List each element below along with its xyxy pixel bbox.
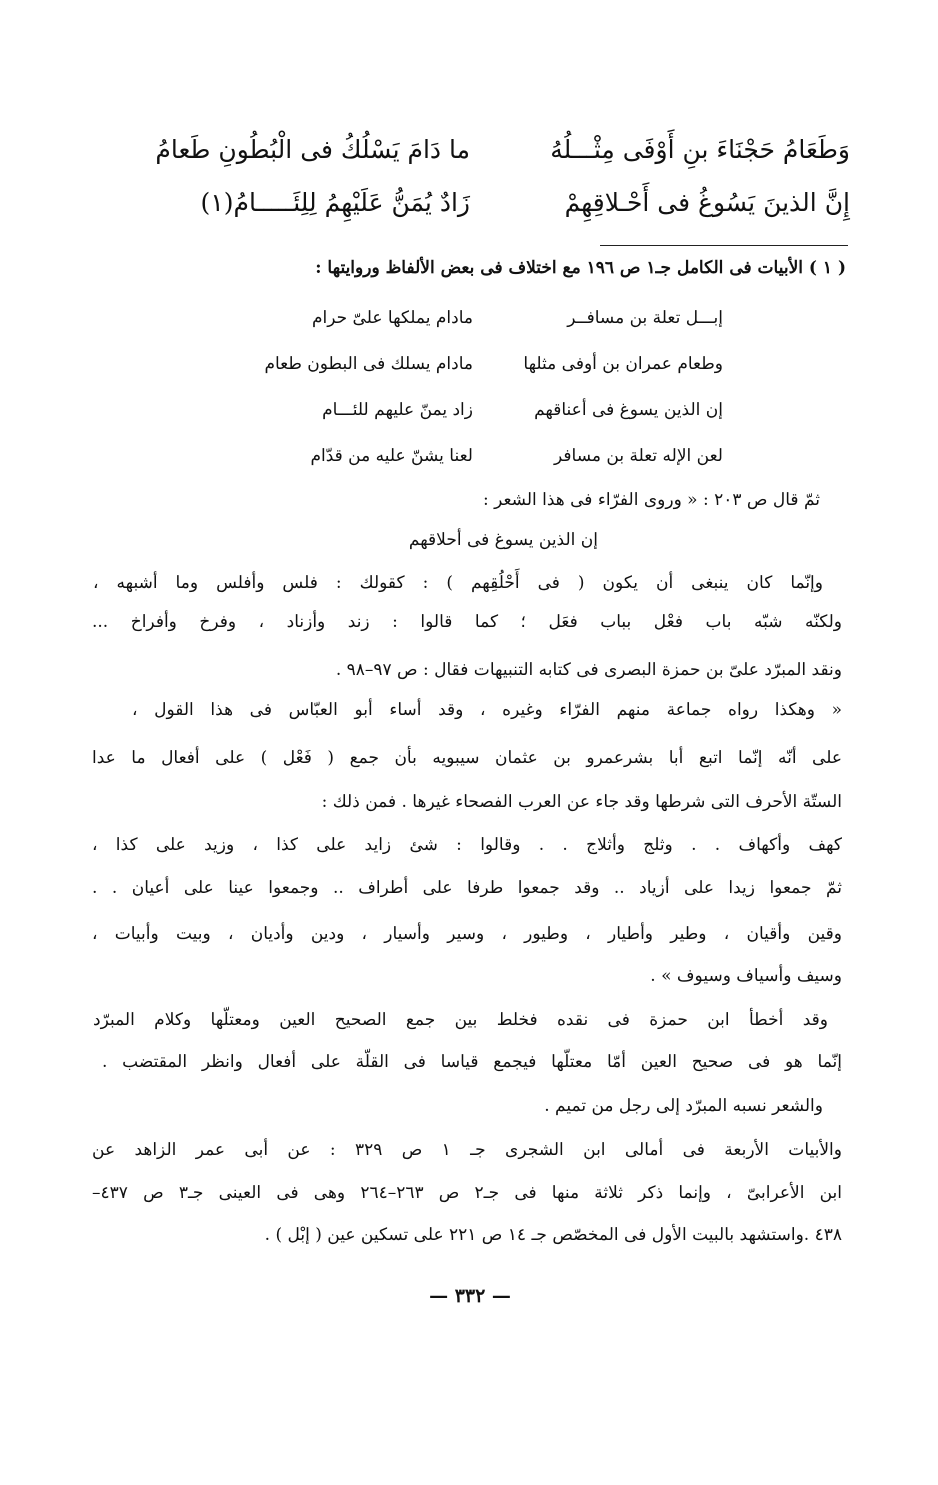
footnote-line-3: وإنّما كان ينبغى أن يكون ( فى أَحْلُقِهم ) : كقولك : فلس وأفلس وما أشبهه ، — [93, 573, 823, 593]
footnote-line-18: ٤٣٨ .واستشهد بالبيت الأول فى المخصّص جـ ١٤ ص ٢٢١ على تسكين عين ( إبْل ) . — [264, 1225, 842, 1245]
footnote-line-1: ثمّ قال ص ٢٠٣ : « وروى الفرّاء فى هذا الشعر : — [482, 490, 820, 510]
footnote-verse-right-3: إن الذين يسوغ فى أعناقهم — [534, 400, 723, 420]
footnote-line-5: ونقد المبرّد علىّ بن حمزة البصرى فى كتابه التنبيهات فقال : ص ٩٧–٩٨ . — [335, 660, 842, 680]
poem-verse-left-1: ما دَامَ يَسْلُكُ فى الْبُطُونِ طَعامُ — [155, 135, 470, 164]
footnote-line-9: كهف وأكهاف . . وثلج وأثلاج . . وقالوا : شئ زايد على كذا ، وزيد على كذا ، — [92, 835, 842, 855]
poem-verse-right-2: إِنَّ الذينَ يَسُوغُ فى أَحْـلاقِهِمْ — [564, 188, 850, 217]
footnote-line-8: الستّة الأحرف التى شرطها وقد جاء عن العرب الفصحاء غيرها . فمن ذلك : — [321, 792, 842, 812]
footnote-line-11: وقين وأقيان ، وطير وأطيار ، وطيور ، وسير وأسيار ، ودين وأديان ، وبيت وأبيات ، — [92, 924, 842, 944]
poem-verse-right-1: وَطَعَامُ حَجْنَاءَ بنِ أَوْفَى مِثْـــلُهُ — [550, 135, 850, 164]
footnote-line-15: والشعر نسبه المبرّد إلى رجل من تميم . — [544, 1096, 823, 1116]
footnote-heading: ( ١ ) الأبيات فى الكامل جـ١ ص ١٩٦ مع اختلاف فى بعض الألفاظ وروايتها : — [315, 258, 846, 278]
footnote-verse-right-2: وطعام عمران بن أوفى مثلها — [523, 354, 723, 374]
footnote-verse-right-1: إبـــل تعلة بن مسافــر — [567, 308, 723, 328]
footnote-line-10: ثمّ جمعوا زيدا على أزياد .. وقد جمعوا طرفا على أطراف .. وجمعوا عينا على أعيان . . — [92, 878, 842, 898]
quoted-verse-line: إن الذين يسوغ فى أحلاقهم — [408, 530, 598, 550]
footnote-line-4: ولكنّه شبّه باب فعْل بباب فعَل ؛ كما قالوا : زند وأزناد ، وفرخ وأفراخ ... — [92, 612, 842, 632]
footnote-line-14: إنّما هو فى صحيح العين أمّا معتلّها فيجمع قياسا فى القلّة على أفعال وانظر المقتضب . — [102, 1052, 842, 1072]
footnote-verse-left-3: زاد يمنّ عليهم للئـــام — [322, 400, 473, 420]
footnote-verse-left-1: مادام يملكها علىّ حرام — [312, 308, 473, 328]
footnote-line-6: « وهكذا رواه جماعة منهم الفرّاء وغيره ، وقد أساء أبو العبّاس فى هذا القول ، — [132, 700, 842, 720]
footnote-line-16: والأبيات الأربعة فى أمالى ابن الشجرى جـ ١ ص ٣٢٩ : عن أبى عمر الزاهد عن — [92, 1140, 842, 1160]
footnote-verse-left-4: لعنا يشنّ عليه من قدّام — [310, 446, 473, 466]
page-number: — ٣٣٢ — — [429, 1285, 511, 1307]
footnote-line-13: وقد أخطأ ابن حمزة فى نقده فخلط بين جمع الصحيح العين ومعتلّها وكلام المبرّد — [93, 1010, 828, 1030]
footnote-separator — [600, 245, 848, 246]
footnote-verse-right-4: لعن الإله تعلة بن مسافر — [554, 446, 723, 466]
poem-verse-left-2: زَادٌ يُمَنُّ عَلَيْهِمُ لِلِئَـــــامُ(١) — [200, 188, 470, 217]
footnote-line-17: ابن الأعرابىّ ، وإنما ذكر ثلاثة منها فى جـ٢ ص ٢٦٣–٢٦٤ وهى فى العينى جـ٣ ص ٤٣٧– — [92, 1183, 842, 1203]
footnote-line-12: وسيف وأسياف وسيوف » . — [650, 966, 842, 986]
footnote-line-7: على أنّه إنّما اتبع أبا بشرعمرو بن عثمان سيبويه بأن جمع ( فَعْل ) على أفعال ما عدا — [92, 748, 842, 768]
footnote-verse-left-2: مادام يسلك فى البطون طعام — [264, 354, 473, 374]
